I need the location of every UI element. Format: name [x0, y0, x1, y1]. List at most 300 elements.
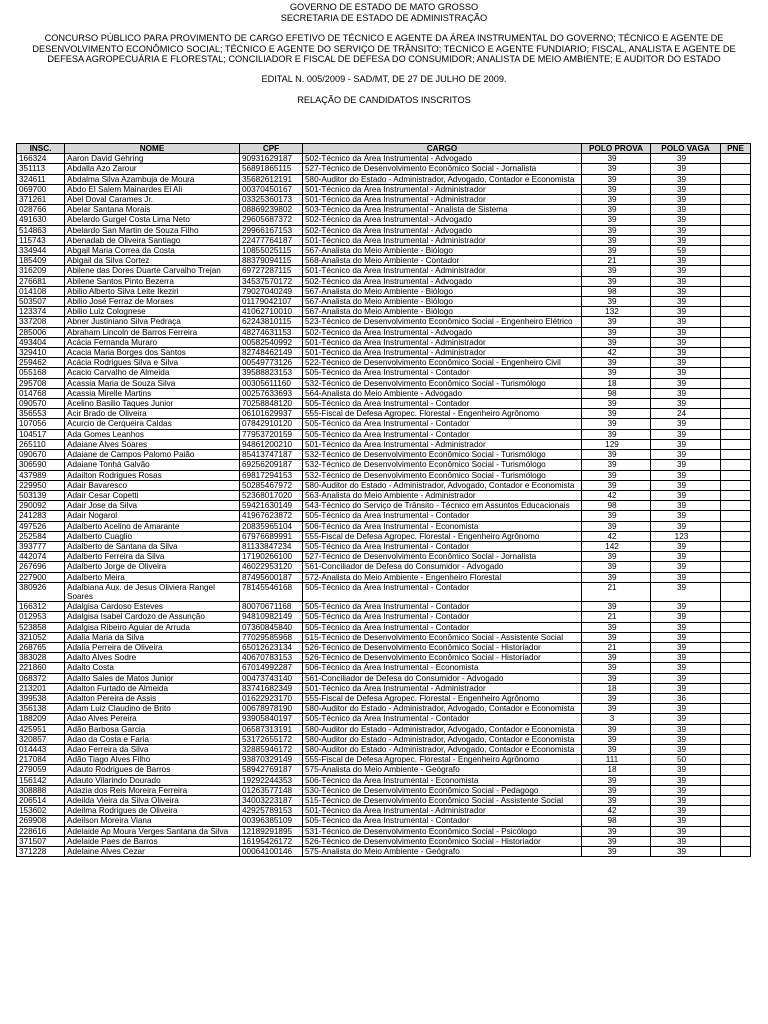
table-row	[17, 388, 751, 398]
cell-polo-vaga: 39	[651, 286, 721, 296]
cell-polo-vaga: 39	[651, 266, 721, 276]
table-row	[17, 785, 751, 795]
cell-polo-vaga: 39	[651, 683, 721, 693]
cell-nome: Adão Barbosa Garcia	[65, 724, 240, 734]
cell-nome: Abilio Luiz Colognese	[65, 307, 240, 317]
cell-cpf: 12189291895	[240, 826, 303, 836]
cell-polo-prova: 21	[582, 612, 651, 622]
cell-polo-prova: 39	[582, 276, 651, 286]
cell-polo-prova: 39	[582, 744, 651, 754]
cell-polo-vaga: 39	[651, 470, 721, 480]
cell-insc: 090570	[17, 399, 65, 409]
cell-pne	[721, 480, 751, 490]
cell-polo-prova: 39	[582, 297, 651, 307]
cell-nome: Adailton Rodrigues Rosas	[65, 470, 240, 480]
cell-polo-vaga: 39	[651, 337, 721, 347]
cell-nome: Adelaide Paes de Barros	[65, 836, 240, 846]
cell-insc: 399538	[17, 693, 65, 703]
candidates-table	[16, 143, 751, 857]
cell-pne	[721, 602, 751, 612]
cell-cpf: 01179042107	[240, 297, 303, 307]
col-header-pne: PNE	[721, 144, 751, 154]
table-row	[17, 755, 751, 765]
cell-polo-vaga: 39	[651, 632, 721, 642]
cell-polo-vaga: 39	[651, 348, 721, 358]
cell-polo-prova: 42	[582, 348, 651, 358]
cell-insc: 514863	[17, 225, 65, 235]
cell-pne	[721, 327, 751, 337]
cell-polo-prova: 39	[582, 552, 651, 562]
cell-cargo: 580-Auditor do Estado - Administrador, Advogado, Contador e Economista	[303, 174, 582, 184]
cell-cpf: 00582540992	[240, 337, 303, 347]
cell-nome: Adalton Furtado de Almeida	[65, 683, 240, 693]
cell-pne	[721, 562, 751, 572]
cell-polo-vaga: 39	[651, 297, 721, 307]
col-header-cpf: CPF	[240, 144, 303, 154]
cell-pne	[721, 501, 751, 511]
cell-polo-prova: 21	[582, 256, 651, 266]
cell-insc: 393777	[17, 541, 65, 551]
table-row	[17, 562, 751, 572]
cell-pne	[721, 531, 751, 541]
cell-nome: Adair Cesar Copetti	[65, 490, 240, 500]
cell-polo-vaga: 39	[651, 195, 721, 205]
cell-nome: Acacio Carvalho de Almeida	[65, 368, 240, 378]
cell-polo-vaga: 39	[651, 816, 721, 826]
cell-insc: 437989	[17, 470, 65, 480]
cell-insc: 213201	[17, 683, 65, 693]
cell-polo-prova: 39	[582, 174, 651, 184]
cell-polo-vaga: 24	[651, 409, 721, 419]
cell-cpf: 01263577148	[240, 785, 303, 795]
cell-insc: 295708	[17, 378, 65, 388]
cell-nome: Abdo El Salem Mainardes El Ali	[65, 184, 240, 194]
col-header-nome: NOME	[65, 144, 240, 154]
cell-insc: 290092	[17, 501, 65, 511]
table-row	[17, 511, 751, 521]
cell-polo-prova: 18	[582, 683, 651, 693]
cell-pne	[721, 622, 751, 632]
cell-polo-prova: 39	[582, 622, 651, 632]
cell-insc: 371507	[17, 836, 65, 846]
cell-cargo: 501-Técnico da Área Instrumental - Administrador	[303, 337, 582, 347]
cell-cargo: 505-Técnico da Área Instrumental - Contador	[303, 541, 582, 551]
cell-polo-prova: 21	[582, 582, 651, 601]
table-row	[17, 836, 751, 846]
cell-polo-vaga: 39	[651, 582, 721, 601]
cell-nome: Abilene das Dores Duarte Carvalho Trejan	[65, 266, 240, 276]
table-row	[17, 215, 751, 225]
cell-cpf: 34537570172	[240, 276, 303, 286]
cell-polo-vaga: 123	[651, 531, 721, 541]
cell-nome: Acassia Maria de Souza Silva	[65, 378, 240, 388]
table-row	[17, 470, 751, 480]
cell-cargo: 531-Técnico de Desenvolvimento Econômico Social - Psicólogo	[303, 826, 582, 836]
cell-insc: 229950	[17, 480, 65, 490]
table-row	[17, 612, 751, 622]
cell-nome: Adalberto Ferreira da Silva	[65, 552, 240, 562]
cell-cpf: 00473743140	[240, 673, 303, 683]
cell-insc: 227900	[17, 572, 65, 582]
cell-nome: Acir Brado de Oliveira	[65, 409, 240, 419]
table-row	[17, 806, 751, 816]
cell-cpf: 69817294153	[240, 470, 303, 480]
secretaria-header-line: SECRETARIA DE ESTADO DE ADMINISTRAÇÃO	[280, 12, 488, 23]
cell-nome: Adalberto Jorge de Oliveira	[65, 562, 240, 572]
cell-polo-prova: 39	[582, 184, 651, 194]
cell-cpf: 69256209187	[240, 460, 303, 470]
cell-polo-prova: 39	[582, 836, 651, 846]
cell-polo-prova: 39	[582, 785, 651, 795]
table-row	[17, 480, 751, 490]
table-row	[17, 225, 751, 235]
cell-cpf: 00305611160	[240, 378, 303, 388]
cell-insc: 279059	[17, 765, 65, 775]
cell-polo-vaga: 39	[651, 796, 721, 806]
cell-cargo: 501-Técnico da Área Instrumental - Administrador	[303, 683, 582, 693]
cell-nome: Adalia Perreira de Oliveira	[65, 642, 240, 652]
cell-cpf: 56891865115	[240, 164, 303, 174]
cell-polo-prova: 39	[582, 368, 651, 378]
cell-polo-vaga: 39	[651, 429, 721, 439]
cell-polo-prova: 39	[582, 775, 651, 785]
cell-polo-vaga: 39	[651, 785, 721, 795]
cell-cpf: 69727287115	[240, 266, 303, 276]
cell-polo-vaga: 39	[651, 317, 721, 327]
table-row	[17, 378, 751, 388]
table-row	[17, 632, 751, 642]
cell-insc: 324611	[17, 174, 65, 184]
cell-nome: Adalgisa Ribeiro Aguiar de Arruda	[65, 622, 240, 632]
cell-nome: Adao Ferreira da Silva	[65, 744, 240, 754]
table-row	[17, 663, 751, 673]
cell-insc: 503507	[17, 297, 65, 307]
govt-header-line: GOVERNO DE ESTADO DE MATO GROSSO	[289, 2, 479, 12]
cell-cargo: 515-Técnico de Desenvolvimento Econômico Social - Assistente Social	[303, 632, 582, 642]
cell-cargo: 532-Técnico de Desenvolvimento Econômico Social - Turismólogo	[303, 450, 582, 460]
table-row	[17, 744, 751, 754]
cell-insc: 334944	[17, 246, 65, 256]
cell-pne	[721, 683, 751, 693]
cell-nome: Aaron David Gehring	[65, 154, 240, 164]
cell-polo-prova: 39	[582, 154, 651, 164]
cell-cpf: 62243810115	[240, 317, 303, 327]
cell-pne	[721, 256, 751, 266]
cell-nome: Adalbiana Aux. de Jesus Oliviera Rangel Soares	[65, 582, 240, 601]
cell-cpf: 83741682349	[240, 683, 303, 693]
cell-pne	[721, 521, 751, 531]
cell-nome: Abenadab de Oliveira Santiago	[65, 235, 240, 245]
cell-insc: 259462	[17, 358, 65, 368]
cell-polo-vaga: 39	[651, 836, 721, 846]
cell-cargo: 523-Técnico de Desenvolvimento Econômico Social - Engenheiro Elétrico	[303, 317, 582, 327]
cell-cpf: 01622923170	[240, 693, 303, 703]
cell-polo-prova: 39	[582, 409, 651, 419]
cell-polo-vaga: 39	[651, 460, 721, 470]
table-row	[17, 796, 751, 806]
cell-cargo: 501-Técnico da Área Instrumental - Administrador	[303, 348, 582, 358]
cell-polo-vaga: 39	[651, 225, 721, 235]
cell-cpf: 07842910120	[240, 419, 303, 429]
table-row	[17, 327, 751, 337]
cell-insc: 241283	[17, 511, 65, 521]
cell-polo-prova: 39	[582, 450, 651, 460]
cell-pne	[721, 378, 751, 388]
cell-pne	[721, 612, 751, 622]
cell-polo-prova: 21	[582, 642, 651, 652]
cell-polo-prova: 142	[582, 541, 651, 551]
cell-nome: Adair Nogarol	[65, 511, 240, 521]
cell-pne	[721, 195, 751, 205]
table-row	[17, 572, 751, 582]
cell-polo-vaga: 39	[651, 450, 721, 460]
cell-cpf: 70258848120	[240, 399, 303, 409]
cell-polo-vaga: 39	[651, 215, 721, 225]
cell-pne	[721, 266, 751, 276]
cell-polo-vaga: 39	[651, 256, 721, 266]
cell-polo-vaga: 39	[651, 235, 721, 245]
cell-insc: 069700	[17, 184, 65, 194]
cell-pne	[721, 286, 751, 296]
cell-insc: 380926	[17, 582, 65, 601]
cell-nome: Abdalla Azo Zarour	[65, 164, 240, 174]
cell-polo-prova: 39	[582, 602, 651, 612]
cell-pne	[721, 775, 751, 785]
cell-insc: 221860	[17, 663, 65, 673]
cell-cpf: 41062710010	[240, 307, 303, 317]
cell-polo-prova: 39	[582, 235, 651, 245]
cell-nome: Adaiane Tonhá Galvão	[65, 460, 240, 470]
cell-pne	[721, 490, 751, 500]
table-row	[17, 317, 751, 327]
cell-nome: Ada Gomes Leanhos	[65, 429, 240, 439]
table-row	[17, 642, 751, 652]
cell-pne	[721, 816, 751, 826]
cell-cpf: 39588823153	[240, 368, 303, 378]
table-row	[17, 460, 751, 470]
cell-cpf: 29605687372	[240, 215, 303, 225]
concurso-title: CONCURSO PÚBLICO PARA PROVIMENTO DE CARGO EFETIVO DE TÉCNICO E AGENTE DA ÁREA INSTRUMENTAL DO GOVERNO; TÉCNICO E AGENTE DE DESENVOLVIMENTO ECONÔMICO SOCIAL; TÉCNICO E AGENTE DO SERVIÇO DE TRÂNSITO; TECNICO E AGENTE FUNDIARIO; FISCAL, ANALISTA E AGENTE DE DEFESA AGROPECUÁRIA E FLORESTAL; CONCILIADOR E FISCAL DE DEFESA DO CONSUMIDOR; ANALISTA DE MEIO AMBIENTE; E AUDITOR DO ESTADO	[32, 33, 736, 65]
cell-pne	[721, 429, 751, 439]
cell-cargo: 580-Auditor do Estado - Administrador, Advogado, Contador e Economista	[303, 744, 582, 754]
table-row	[17, 622, 751, 632]
cell-nome: Abigail da Silva Cortez	[65, 256, 240, 266]
cell-cargo: 527-Técnico de Desenvolvimento Econômico Social - Jornalista	[303, 552, 582, 562]
cell-insc: 252584	[17, 531, 65, 541]
cell-insc: 329410	[17, 348, 65, 358]
cell-cargo: 580-Auditor do Estado - Administrador, Advogado, Contador e Economista	[303, 704, 582, 714]
cell-polo-prova: 42	[582, 531, 651, 541]
cell-cpf: 40670783153	[240, 653, 303, 663]
cell-pne	[721, 215, 751, 225]
cell-nome: Acassia Mirelle Martins	[65, 388, 240, 398]
cell-pne	[721, 734, 751, 744]
cell-cargo: 505-Técnico da Área Instrumental - Contador	[303, 602, 582, 612]
cell-polo-vaga: 39	[651, 154, 721, 164]
cell-pne	[721, 399, 751, 409]
cell-polo-vaga: 39	[651, 704, 721, 714]
cell-cargo: 555-Fiscal de Defesa Agropec. Florestal - Engenheiro Agrônomo	[303, 531, 582, 541]
cell-cpf: 67014992287	[240, 663, 303, 673]
cell-cpf: 16195426172	[240, 836, 303, 846]
cell-insc: 320857	[17, 734, 65, 744]
cell-pne	[721, 368, 751, 378]
cell-polo-prova: 42	[582, 490, 651, 500]
cell-polo-vaga: 39	[651, 368, 721, 378]
cell-polo-vaga: 39	[651, 174, 721, 184]
table-row	[17, 826, 751, 836]
cell-polo-vaga: 59	[651, 246, 721, 256]
cell-insc: 014768	[17, 388, 65, 398]
cell-insc: 442074	[17, 552, 65, 562]
table-row	[17, 847, 751, 857]
cell-pne	[721, 796, 751, 806]
cell-polo-vaga: 39	[651, 184, 721, 194]
cell-cargo: 502-Técnico da Área Instrumental - Advogado	[303, 215, 582, 225]
table-row	[17, 174, 751, 184]
cell-insc: 523858	[17, 622, 65, 632]
cell-insc: 156142	[17, 775, 65, 785]
cell-polo-prova: 39	[582, 195, 651, 205]
table-row	[17, 724, 751, 734]
table-row	[17, 409, 751, 419]
cell-cargo: 505-Técnico da Área Instrumental - Contador	[303, 419, 582, 429]
cell-nome: Acacia Maria Borges dos Santos	[65, 348, 240, 358]
cell-pne	[721, 164, 751, 174]
cell-pne	[721, 409, 751, 419]
table-row	[17, 602, 751, 612]
cell-polo-vaga: 39	[651, 826, 721, 836]
cell-insc: 185409	[17, 256, 65, 266]
cell-cargo: 506-Técnico da Área Instrumental - Economista	[303, 521, 582, 531]
cell-nome: Adao Alves Pereira	[65, 714, 240, 724]
cell-polo-prova: 39	[582, 572, 651, 582]
cell-pne	[721, 704, 751, 714]
cell-polo-prova: 39	[582, 225, 651, 235]
cell-pne	[721, 297, 751, 307]
cell-nome: Abraham Lincoln de Barros Ferreira	[65, 327, 240, 337]
cell-cargo: 567-Analista do Meio Ambiente - Biólogo	[303, 307, 582, 317]
table-row	[17, 358, 751, 368]
cell-pne	[721, 460, 751, 470]
cell-cargo: 568-Analista do Meio Ambiente - Contador	[303, 256, 582, 266]
cell-cpf: 87495600187	[240, 572, 303, 582]
cell-insc: 371228	[17, 847, 65, 857]
cell-cargo: 561-Conciliador de Defesa do Consumidor - Advogado	[303, 562, 582, 572]
cell-pne	[721, 836, 751, 846]
cell-polo-prova: 39	[582, 521, 651, 531]
cell-insc: 268765	[17, 642, 65, 652]
table-row	[17, 164, 751, 174]
cell-polo-prova: 39	[582, 511, 651, 521]
cell-nome: Adeilma Rodrigues de Oliveira	[65, 806, 240, 816]
cell-nome: Acurcio de Cerqueira Caldas	[65, 419, 240, 429]
cell-polo-vaga: 39	[651, 744, 721, 754]
cell-nome: Adalgisa Isabel Cardozo de Assunção	[65, 612, 240, 622]
cell-polo-vaga: 39	[651, 358, 721, 368]
cell-pne	[721, 317, 751, 327]
cell-cargo: 505-Técnico da Área Instrumental - Contador	[303, 612, 582, 622]
cell-pne	[721, 174, 751, 184]
table-row	[17, 266, 751, 276]
cell-nome: Adeilson Moreira Viana	[65, 816, 240, 826]
cell-polo-vaga: 39	[651, 572, 721, 582]
cell-polo-prova: 39	[582, 693, 651, 703]
cell-polo-vaga: 39	[651, 511, 721, 521]
cell-cargo: 580-Auditor do Estado - Administrador, Advogado, Contador e Economista	[303, 734, 582, 744]
cell-insc: 166312	[17, 602, 65, 612]
cell-pne	[721, 673, 751, 683]
cell-pne	[721, 541, 751, 551]
cell-insc: 068372	[17, 673, 65, 683]
table-row	[17, 450, 751, 460]
cell-cpf: 19292244353	[240, 775, 303, 785]
cell-polo-vaga: 50	[651, 755, 721, 765]
cell-nome: Adalberto Meira	[65, 572, 240, 582]
cell-cpf: 82748462149	[240, 348, 303, 358]
cell-cargo: 526-Técnico de Desenvolvimento Econômico Social - Historiador	[303, 642, 582, 652]
table-row	[17, 419, 751, 429]
cell-insc: 166324	[17, 154, 65, 164]
cell-cargo: 563-Analista do Meio Ambiente - Administrador	[303, 490, 582, 500]
cell-cpf: 00549773126	[240, 358, 303, 368]
cell-polo-vaga: 39	[651, 276, 721, 286]
table-body	[17, 154, 751, 857]
cell-insc: 491630	[17, 215, 65, 225]
cell-polo-prova: 98	[582, 388, 651, 398]
cell-polo-prova: 3	[582, 714, 651, 724]
cell-cargo: 501-Técnico da Área Instrumental - Administrador	[303, 439, 582, 449]
cell-insc: 371261	[17, 195, 65, 205]
cell-cpf: 34003223187	[240, 796, 303, 806]
table-row	[17, 348, 751, 358]
relacao-title: RELAÇÃO DE CANDIDATOS INSCRITOS	[297, 94, 471, 105]
table-row	[17, 734, 751, 744]
cell-nome: Adalberto de Santana da Silva	[65, 541, 240, 551]
table-row	[17, 297, 751, 307]
cell-polo-prova: 39	[582, 632, 651, 642]
table-header-row	[17, 144, 751, 154]
cell-nome: Abel Doval Carames Jr.	[65, 195, 240, 205]
cell-polo-prova: 39	[582, 663, 651, 673]
cell-insc: 055168	[17, 368, 65, 378]
col-header-insc: INSC.	[17, 144, 65, 154]
cell-polo-vaga: 39	[651, 501, 721, 511]
cell-insc: 265110	[17, 439, 65, 449]
cell-cpf: 00064100146	[240, 847, 303, 857]
cell-insc: 425951	[17, 724, 65, 734]
cell-cpf: 79027040249	[240, 286, 303, 296]
cell-cpf: 22477764187	[240, 235, 303, 245]
cell-cargo: 515-Técnico de Desenvolvimento Econômico Social - Assistente Social	[303, 796, 582, 806]
cell-cargo: 505-Técnico da Área Instrumental - Contador	[303, 511, 582, 521]
cell-nome: Adalberto Cuaglio	[65, 531, 240, 541]
table-row	[17, 541, 751, 551]
col-header-cargo: CARGO	[303, 144, 582, 154]
cell-insc: 493404	[17, 337, 65, 347]
cell-pne	[721, 552, 751, 562]
cell-polo-prova: 18	[582, 378, 651, 388]
cell-cpf: 77029585968	[240, 632, 303, 642]
table-row	[17, 195, 751, 205]
cell-pne	[721, 337, 751, 347]
cell-cpf: 00396385109	[240, 816, 303, 826]
cell-nome: Adalton Pereira de Assis	[65, 693, 240, 703]
cell-nome: Acelino Basilio Taques Junior	[65, 399, 240, 409]
cell-polo-prova: 39	[582, 673, 651, 683]
edital-line: EDITAL N. 005/2009 - SAD/MT, DE 27 DE JULHO DE 2009.	[261, 73, 507, 84]
cell-cargo: 505-Técnico da Área Instrumental - Contador	[303, 429, 582, 439]
